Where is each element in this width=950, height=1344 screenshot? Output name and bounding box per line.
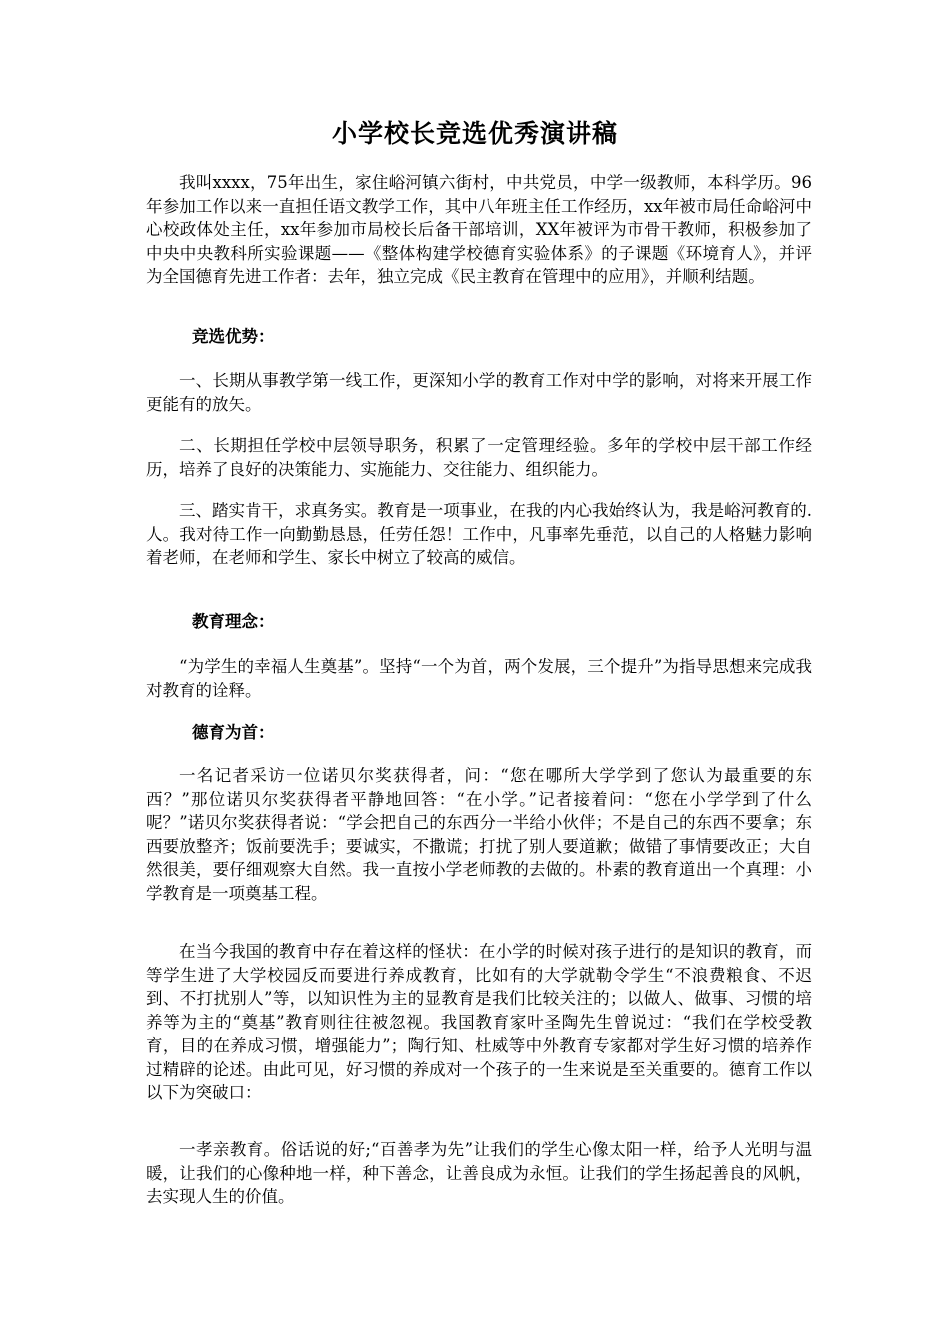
paragraph-advantage-3: 三、踏实肯干，求真务实。教育是一项事业，在我的内心我始终认为，我是峪河教育的.人。我对待工作一向勤勤恳恳，任劳任怨！工作中，凡事率先垂范，以自己的人格魅力影响着老师，在老师和学生、家长中树立了较高的威信。: [146, 501, 812, 567]
heading-advantages: 竞选优势：: [192, 327, 275, 346]
paragraph-moral-3: 一孝亲教育。俗话说的好;“百善孝为先”让我们的学生心像太阳一样，给予人光明与温暖，让我们的心像种地一样，种下善念，让善良成为永恒。让我们的学生扬起善良的风帆，去实现人生的价值。: [146, 1140, 812, 1206]
heading-moral: 德育为首：: [192, 723, 275, 742]
paragraph-moral-2: 在当今我国的教育中存在着这样的怪状：在小学的时候对孩子进行的是知识的教育，而等学生进了大学校园反而要进行养成教育，比如有的大学就勒令学生“不浪费粮食、不迟到、不打扰别人”等，以知识性为主的显教育是我们比较关注的；以做人、做事、习惯的培养等为主的“奠基”教育则往往被忽视。我国教育家叶圣陶先生曾说过：“我们在学校受教育，目的在养成习惯，增强能力”；陶行知、杜威等中外教育专家都对学生好习惯的培养作过精辟的论述。由此可见，好习惯的养成对一个孩子的一生来说是至关重要的。德育工作以以下为突破口：: [146, 942, 812, 1102]
document-title: 小学校长竞选优秀演讲稿: [331, 119, 618, 148]
paragraph-advantage-2: 二、长期担任学校中层领导职务，积累了一定管理经验。多年的学校中层干部工作经历，培养了良好的决策能力、实施能力、交往能力、组织能力。: [146, 436, 812, 479]
heading-philosophy: 教育理念：: [192, 612, 275, 631]
paragraph-intro: 我叫xxxx，75年出生，家住峪河镇六街村，中共党员，中学一级教师，本科学历。96年参加工作以来一直担任语文教学工作，其中八年班主任工作经历，xx年被市局任命峪河中心校政体处主任，xx年参加市局校长后备干部培训，XX年被评为市骨干教师，积极参加了中央中央教科所实验课题——《整体构建学校德育实验体系》的子课题《环境育人》，并评为全国德育先进工作者：去年，独立完成《民主教育在管理中的应用》，并顺利结题。: [146, 173, 812, 286]
paragraph-moral-1: 一名记者采访一位诺贝尔奖获得者，问：“您在哪所大学学到了您认为最重要的东西？”那位诺贝尔奖获得者平静地回答：“在小学。”记者接着问：“您在小学学到了什么呢？”诺贝尔奖获得者说：“学会把自己的东西分一半给小伙伴；不是自己的东西不要拿；东西要放整齐；饭前要洗手；要诚实，不撒谎；打扰了别人要道歉；做错了事情要改正；大自然很美，要仔细观察大自然。我一直按小学老师教的去做的。朴素的教育道出一个真理：小学教育是一项奠基工程。: [146, 766, 812, 903]
paragraph-advantage-1: 一、长期从事教学第一线工作，更深知小学的教育工作对中学的影响，对将来开展工作更能有的放矢。: [146, 371, 812, 414]
paragraph-philosophy: “为学生的幸福人生奠基”。坚持“一个为首，两个发展，三个提升”为指导思想来完成我对教育的诠释。: [146, 657, 812, 700]
